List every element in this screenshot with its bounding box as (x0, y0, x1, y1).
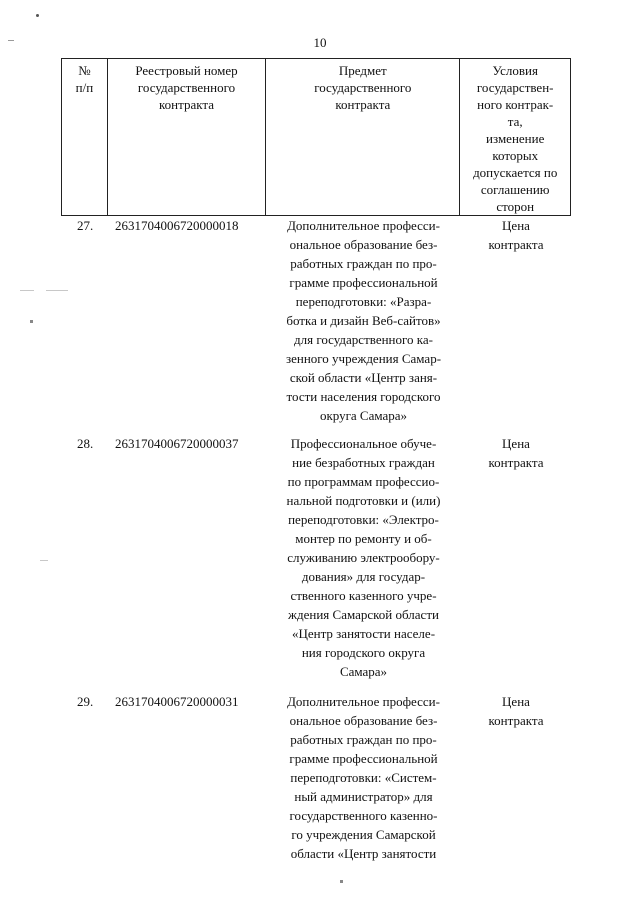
header-line: допускается по (473, 165, 558, 180)
subject-line: Профессиональное обуче- (290, 436, 437, 451)
subject-line: округа Самара» (319, 408, 408, 423)
contract-subject (266, 216, 461, 434)
subject-line: ботка и дизайн Веб-сайтов» (286, 313, 441, 328)
subject-line: грамме профессиональной (289, 751, 438, 766)
table-body (61, 216, 571, 872)
contract-subject (266, 434, 461, 692)
scan-speck (340, 880, 343, 883)
header-line: Предмет (338, 63, 387, 78)
subject-line: ждения Самарской области (288, 607, 439, 622)
subject-line: дования» для государ- (301, 569, 426, 584)
subject-line: служиванию электрообору- (287, 550, 440, 565)
registry-number: 2631704006720000031 (115, 694, 239, 709)
table-header (61, 58, 571, 216)
change-conditions (461, 434, 571, 692)
header-line: контракта (159, 97, 214, 112)
subject-line: зенного учреждения Самар- (285, 351, 442, 366)
scan-speck (40, 560, 48, 561)
scan-speck (8, 40, 14, 41)
header-line: Условия (492, 63, 538, 78)
scan-speck (20, 290, 34, 291)
change-conditions (461, 692, 571, 872)
registry-number: 2631704006720000018 (115, 218, 239, 233)
subject-line: нальной подготовки и (или) (286, 493, 441, 508)
condition-line: контракта (488, 713, 544, 728)
table-row (61, 434, 571, 692)
subject-line: тости населения городского (286, 389, 441, 404)
header-line: изменение (486, 131, 545, 146)
subject-line: по программам профессио- (287, 474, 440, 489)
subject-line: Самара» (339, 664, 388, 679)
header-line: государствен- (476, 80, 554, 95)
subject-line: ональное образование без- (289, 713, 438, 728)
row-number: 28. (77, 436, 94, 451)
subject-line: Дополнительное професси- (287, 694, 440, 709)
header-line: № (78, 63, 91, 78)
subject-line: ской области «Центр заня- (289, 370, 438, 385)
header-line: государственного (314, 80, 412, 95)
subject-line: ние безработных граждан (292, 455, 435, 470)
subject-line: «Центр занятости населе- (291, 626, 436, 641)
row-number: 27. (77, 218, 94, 233)
header-line: которых (492, 148, 539, 163)
contract-subject (266, 692, 461, 872)
subject-line: работных граждан по про- (290, 732, 437, 747)
header-line: государственного (137, 80, 236, 95)
subject-line: ственного казенного учре- (290, 588, 437, 603)
header-number-column (62, 59, 108, 215)
header-line: та, (507, 114, 523, 129)
subject-line: переподготовки: «Систем- (290, 770, 437, 785)
subject-line: области «Центр занятости (290, 846, 437, 861)
scan-speck (36, 14, 39, 17)
subject-line: переподготовки: «Электро- (288, 512, 439, 527)
scan-speck (30, 320, 33, 323)
header-subject-column (266, 59, 460, 215)
subject-line: ный администратор» для (294, 789, 433, 804)
registry-number: 2631704006720000037 (115, 436, 239, 451)
header-line: соглашению (480, 182, 550, 197)
subject-line: ния городского округа (301, 645, 426, 660)
table-row (61, 216, 571, 434)
subject-line: для государственного ка- (293, 332, 433, 347)
subject-line: Дополнительное професси- (287, 218, 440, 233)
table-row (61, 692, 571, 872)
condition-line: Цена (502, 218, 530, 233)
subject-line: грамме профессиональной (289, 275, 438, 290)
subject-line: государственного казенно- (289, 808, 438, 823)
header-registry-column (108, 59, 266, 215)
subject-line: го учреждения Самарской (291, 827, 436, 842)
condition-line: контракта (488, 455, 544, 470)
header-line: Реестровый номер (135, 63, 238, 78)
condition-line: контракта (488, 237, 544, 252)
header-line: контракта (335, 97, 391, 112)
header-conditions-column (460, 59, 570, 215)
subject-line: переподготовки: «Разра- (295, 294, 432, 309)
change-conditions (461, 216, 571, 434)
condition-line: Цена (502, 694, 530, 709)
header-line: п/п (75, 80, 94, 95)
condition-line: Цена (502, 436, 530, 451)
header-line: сторон (496, 199, 535, 214)
row-number: 29. (77, 694, 94, 709)
header-line: ного контрак- (477, 97, 554, 112)
subject-line: монтер по ремонту и об- (295, 531, 432, 546)
page-number: 10 (313, 35, 327, 50)
subject-line: работных граждан по про- (290, 256, 437, 271)
subject-line: ональное образование без- (289, 237, 438, 252)
